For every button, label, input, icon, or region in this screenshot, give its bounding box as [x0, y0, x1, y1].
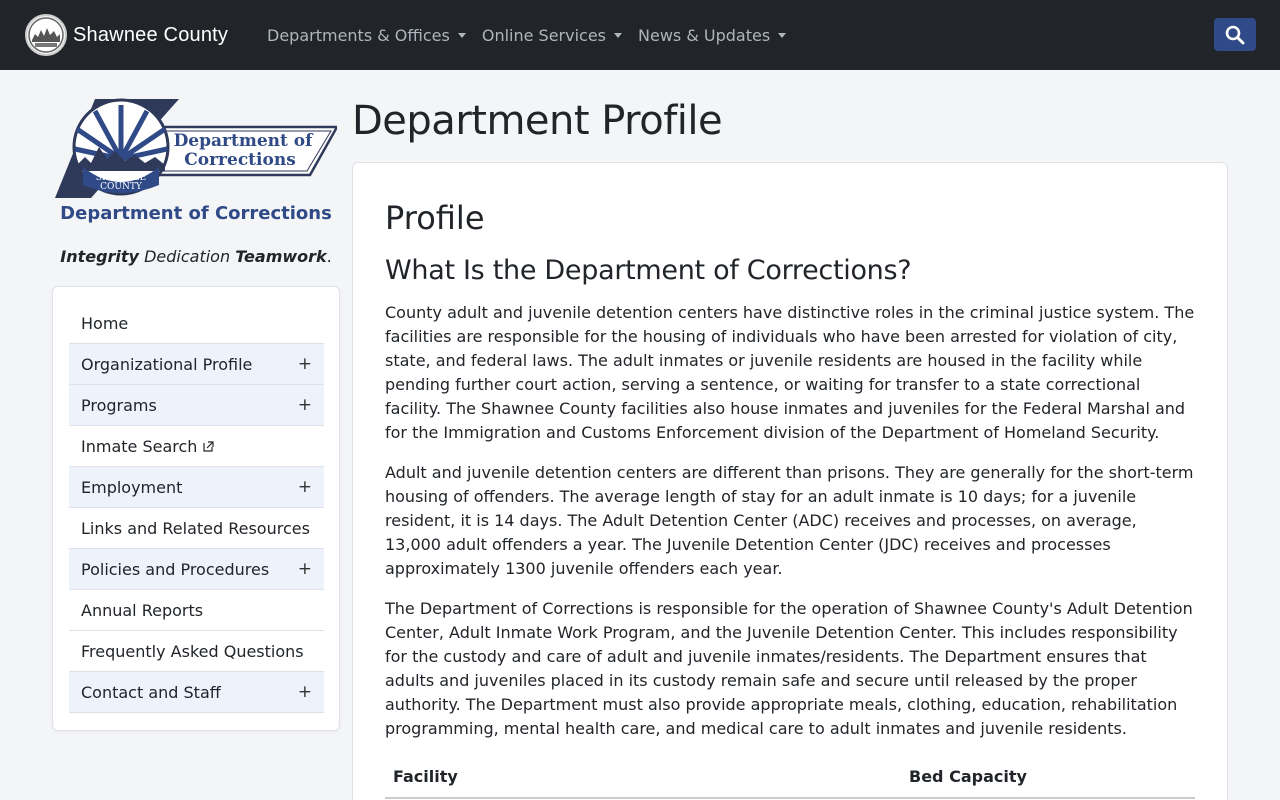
paragraph: Adult and juvenile detention centers are different than prisons. They are generally for the short-term housing of offenders. The average length of stay for an adult inmate is 10 days; for a juvenile resident, it is 14 days. The Adult Detention Center (ADC) receives and processes, on average, 13,000 adult offenders a year. The Juvenile Detention Center (JDC) receives and processes approximately 1300 juvenile offenders each year. [385, 463, 1194, 578]
department-motto [52, 247, 340, 266]
section-subheading: What Is the Department of Corrections? [385, 255, 912, 286]
paragraph: The Department of Corrections is responsible for the operation of Shawnee County's Adult Detention Center, Adult Inmate Work Program, and the Juvenile Detention Center. This includes responsibility for the custody and care of adult and juvenile inmates/residents. The Department ensures that adults and juveniles placed in its custody remain safe and secure until released by the proper authority. The Department must also provide appropriate meals, clothing, education, rehabilitation programming, mental health care, and medical care to adult inmates and juvenile residents. [385, 599, 1193, 738]
search-button[interactable] [1214, 18, 1256, 51]
caret-down-icon [458, 33, 466, 38]
svg-text:SHAWNEE: SHAWNEE [95, 173, 147, 183]
main-menu [267, 0, 802, 70]
sidebar-item-faq[interactable] [69, 631, 324, 672]
paragraph: County adult and juvenile detention centers have distinctive roles in the criminal justice system. The facilities are responsible for the housing of individuals who have been arrested for violation of city, state, and federal laws. The adult inmates or juvenile residents are housed in the facility while pending further court action, serving a sentence, or waiting for transfer to a state correctional facility. The Shawnee County facilities also house inmates and juveniles for the Federal Marshal and for the Immigration and Customs Enforcement division of the Department of Homeland Security. [385, 303, 1195, 442]
corrections-logo [55, 97, 337, 201]
sidebar-item-label: Inmate Search [81, 436, 198, 456]
brand-link[interactable] [25, 13, 228, 57]
sidebar-item-home[interactable] [69, 303, 324, 344]
section-heading: Profile [385, 199, 485, 237]
motto-word: Dedication [144, 247, 231, 266]
sidebar-item-contact-staff[interactable] [69, 672, 324, 713]
svg-text:Department of: Department of [173, 131, 313, 151]
sidebar-item-label: Employment [81, 477, 183, 497]
sidebar-item-inmate-search[interactable] [69, 426, 324, 467]
svg-text:COUNTY: COUNTY [100, 182, 142, 192]
sidebar-item-label: Organizational Profile [81, 354, 253, 374]
menu-label: News & Updates [638, 25, 771, 45]
sidebar-item-employment[interactable] [69, 467, 324, 508]
sidebar-item-programs[interactable] [69, 385, 324, 426]
facility-table-header [385, 763, 1195, 799]
search-icon [1225, 25, 1245, 45]
expand-plus-icon[interactable]: + [297, 559, 312, 579]
motto-end: . [326, 247, 332, 266]
expand-plus-icon[interactable]: + [297, 395, 312, 415]
svg-text:Corrections: Corrections [184, 150, 296, 170]
sidebar-item-label: Links and Related Resources [81, 518, 310, 538]
expand-plus-icon[interactable]: + [297, 477, 312, 497]
sidebar-item-annual-reports[interactable] [69, 590, 324, 631]
sidebar-item-links-resources[interactable] [69, 508, 324, 549]
sidebar-item-organizational-profile[interactable] [69, 344, 324, 385]
menu-news-updates[interactable] [638, 26, 786, 45]
caret-down-icon [614, 33, 622, 38]
department-name: Department of Corrections [60, 203, 332, 224]
sidebar-item-policies-procedures[interactable] [69, 549, 324, 590]
county-seal-icon [25, 14, 67, 56]
sidebar-nav [69, 303, 324, 713]
brand-name: Shawnee County [73, 23, 229, 46]
caret-down-icon [778, 33, 786, 38]
sidebar-item-label: Policies and Procedures [81, 559, 270, 579]
sidebar-nav-card [52, 286, 340, 731]
menu-online-services[interactable] [482, 26, 622, 45]
column-header-facility: Facility [393, 767, 458, 786]
menu-departments-offices[interactable] [267, 26, 466, 45]
top-navbar [0, 0, 1280, 70]
sidebar-item-label: Annual Reports [81, 600, 204, 620]
expand-plus-icon[interactable]: + [297, 354, 312, 374]
menu-label: Online Services [481, 25, 607, 45]
sidebar-item-label: Programs [81, 395, 157, 415]
expand-plus-icon[interactable]: + [297, 682, 312, 702]
page-title: Department Profile [352, 98, 723, 144]
sidebar-item-label: Home [81, 313, 129, 333]
sidebar-item-label: Contact and Staff [81, 682, 221, 702]
motto-word: Integrity [60, 247, 139, 266]
column-header-bed-capacity: Bed Capacity [909, 767, 1027, 786]
external-link-icon [203, 441, 214, 452]
motto-word: Teamwork [235, 247, 327, 266]
sidebar-item-label: Frequently Asked Questions [81, 641, 304, 661]
menu-label: Departments & Offices [267, 25, 450, 45]
content-card [352, 162, 1228, 800]
